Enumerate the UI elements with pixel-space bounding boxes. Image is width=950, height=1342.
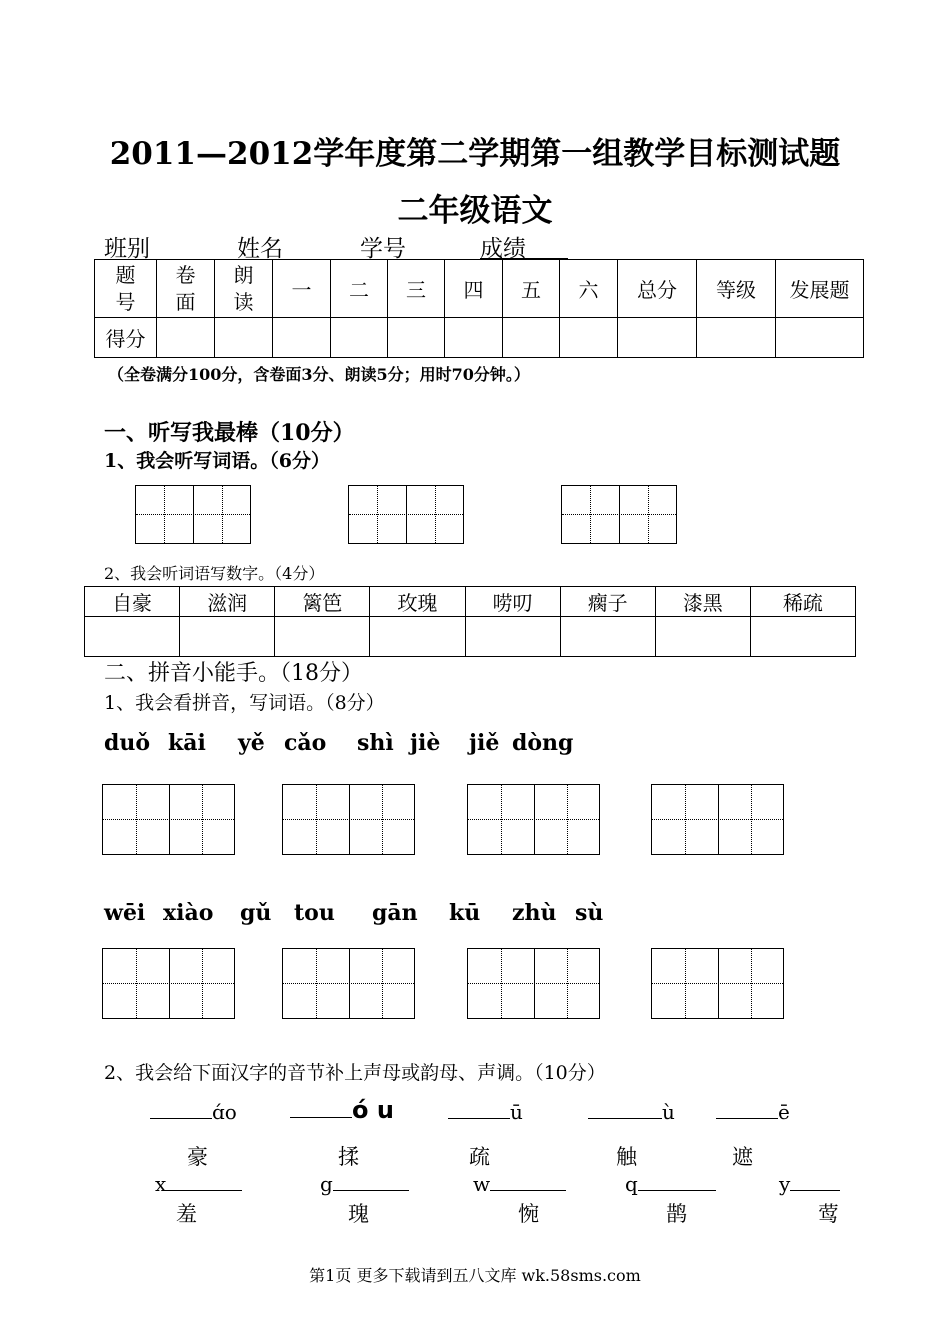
syllable-blank[interactable]: ɑ́o — [150, 1100, 237, 1124]
score-cell[interactable] — [157, 318, 215, 358]
writing-grid[interactable] — [348, 485, 464, 544]
header-cell: 等级 — [697, 260, 776, 318]
section1-q1: 1、我会听写词语。（6分） — [104, 450, 330, 472]
pinyin: gān — [372, 900, 418, 926]
pinyin: sù — [575, 900, 604, 926]
page-subtitle: 二年级语文 — [397, 193, 553, 229]
syllable-blank[interactable]: g — [320, 1172, 409, 1196]
hanzi: 羞 — [176, 1202, 197, 1226]
header-cell: 六 — [560, 260, 618, 318]
header-cell: 五 — [503, 260, 560, 318]
header-cell: 发展题 — [776, 260, 864, 318]
word-cell: 稀疏 — [750, 587, 855, 617]
section2-q1: 1、我会看拼音，写词语。（8分） — [104, 692, 385, 714]
writing-grid[interactable] — [651, 784, 784, 855]
writing-grid[interactable] — [467, 948, 600, 1019]
answer-cell[interactable] — [370, 617, 465, 657]
info-number: 学号 — [360, 236, 406, 262]
student-info-line — [0, 230, 950, 260]
section1-q2: 2、我会听词语写数字。（4分） — [104, 564, 325, 583]
pinyin: jiě — [469, 730, 500, 756]
writing-grid[interactable] — [467, 784, 600, 855]
pinyin: dòng — [512, 730, 574, 756]
writing-grid[interactable] — [135, 485, 251, 544]
hanzi: 触 — [616, 1145, 637, 1169]
syllable-blank[interactable]: x — [155, 1172, 242, 1196]
score-cell[interactable] — [618, 318, 697, 358]
section2-q2: 2、我会给下面汉字的音节补上声母或韵母、声调。（10分） — [104, 1062, 606, 1084]
writing-grid[interactable] — [102, 784, 235, 855]
word-cell: 滋润 — [180, 587, 275, 617]
info-name: 姓名 — [237, 236, 283, 262]
header-cell: 总分 — [618, 260, 697, 318]
score-cell[interactable] — [776, 318, 864, 358]
score-cell[interactable] — [331, 318, 388, 358]
writing-grid[interactable] — [561, 485, 677, 544]
hanzi: 疏 — [469, 1145, 490, 1169]
syllable-blank[interactable]: w — [473, 1172, 566, 1196]
page-title: 2011—2012学年度第二学期第一组教学目标测试题 — [109, 136, 841, 172]
pinyin: tou — [294, 900, 335, 926]
pinyin: wēi — [104, 900, 146, 926]
answer-cell[interactable] — [275, 617, 370, 657]
header-cell: 三 — [388, 260, 445, 318]
header-cell: 二 — [331, 260, 388, 318]
word-cell: 瘸子 — [560, 587, 655, 617]
hanzi: 豪 — [187, 1145, 208, 1169]
answer-cell[interactable] — [750, 617, 855, 657]
pinyin: gǔ — [240, 900, 272, 926]
syllable-blank[interactable]: y — [779, 1172, 840, 1196]
header-cell: 一 — [273, 260, 331, 318]
pinyin: duǒ — [104, 730, 151, 756]
header-cell: 四 — [445, 260, 503, 318]
answer-cell[interactable] — [465, 617, 560, 657]
pinyin: xiào — [163, 900, 214, 926]
words-table — [84, 586, 856, 657]
hanzi: 揉 — [338, 1145, 359, 1169]
hanzi: 瑰 — [348, 1202, 369, 1226]
syllable-blank[interactable]: ē — [716, 1100, 790, 1124]
word-cell: 漆黑 — [655, 587, 750, 617]
syllable-blank[interactable]: q — [625, 1172, 716, 1196]
section2-title: 二、拼音小能手。（18分） — [104, 661, 363, 686]
word-cell: 玫瑰 — [370, 587, 465, 617]
writing-grid[interactable] — [102, 948, 235, 1019]
syllable-blank[interactable]: ó u — [290, 1096, 394, 1124]
row-label: 得分 — [95, 318, 157, 358]
score-cell[interactable] — [273, 318, 331, 358]
pinyin: cǎo — [284, 730, 327, 756]
hanzi: 遮 — [732, 1145, 753, 1169]
info-class: 班别 — [104, 236, 150, 262]
pinyin: jiè — [410, 730, 441, 756]
score-table — [94, 259, 864, 358]
word-cell: 唠叨 — [465, 587, 560, 617]
pinyin: kū — [449, 900, 481, 926]
score-note: （全卷满分100分，含卷面3分、朗读5分；用时70分钟。） — [108, 365, 530, 384]
pinyin: shì — [357, 730, 394, 756]
answer-cell[interactable] — [560, 617, 655, 657]
section1-title: 一、听写我最棒（10分） — [104, 420, 355, 446]
writing-grid[interactable] — [282, 784, 415, 855]
answer-cell[interactable] — [655, 617, 750, 657]
syllable-blank[interactable]: ù — [588, 1100, 675, 1124]
header-cell: 朗读 — [215, 260, 273, 318]
score-cell[interactable] — [215, 318, 273, 358]
score-cell[interactable] — [560, 318, 618, 358]
score-cell[interactable] — [388, 318, 445, 358]
page-footer: 第1页 更多下载请到五八文库 wk.58sms.com — [309, 1266, 641, 1285]
word-cell: 篱笆 — [275, 587, 370, 617]
writing-grid[interactable] — [651, 948, 784, 1019]
hanzi: 莺 — [818, 1202, 839, 1226]
score-cell[interactable] — [503, 318, 560, 358]
info-score: 成绩 — [480, 236, 526, 262]
score-cell[interactable] — [697, 318, 776, 358]
writing-grid[interactable] — [282, 948, 415, 1019]
pinyin: zhù — [512, 900, 557, 926]
answer-cell[interactable] — [180, 617, 275, 657]
pinyin: kāi — [168, 730, 206, 756]
hanzi: 鹊 — [666, 1202, 687, 1226]
answer-cell[interactable] — [85, 617, 180, 657]
hanzi: 惋 — [518, 1202, 539, 1226]
syllable-blank[interactable]: ū — [448, 1100, 523, 1124]
pinyin: yě — [238, 730, 265, 756]
header-cell: 卷面 — [157, 260, 215, 318]
score-cell[interactable] — [445, 318, 503, 358]
word-cell: 自豪 — [85, 587, 180, 617]
header-cell: 题号 — [95, 260, 157, 318]
